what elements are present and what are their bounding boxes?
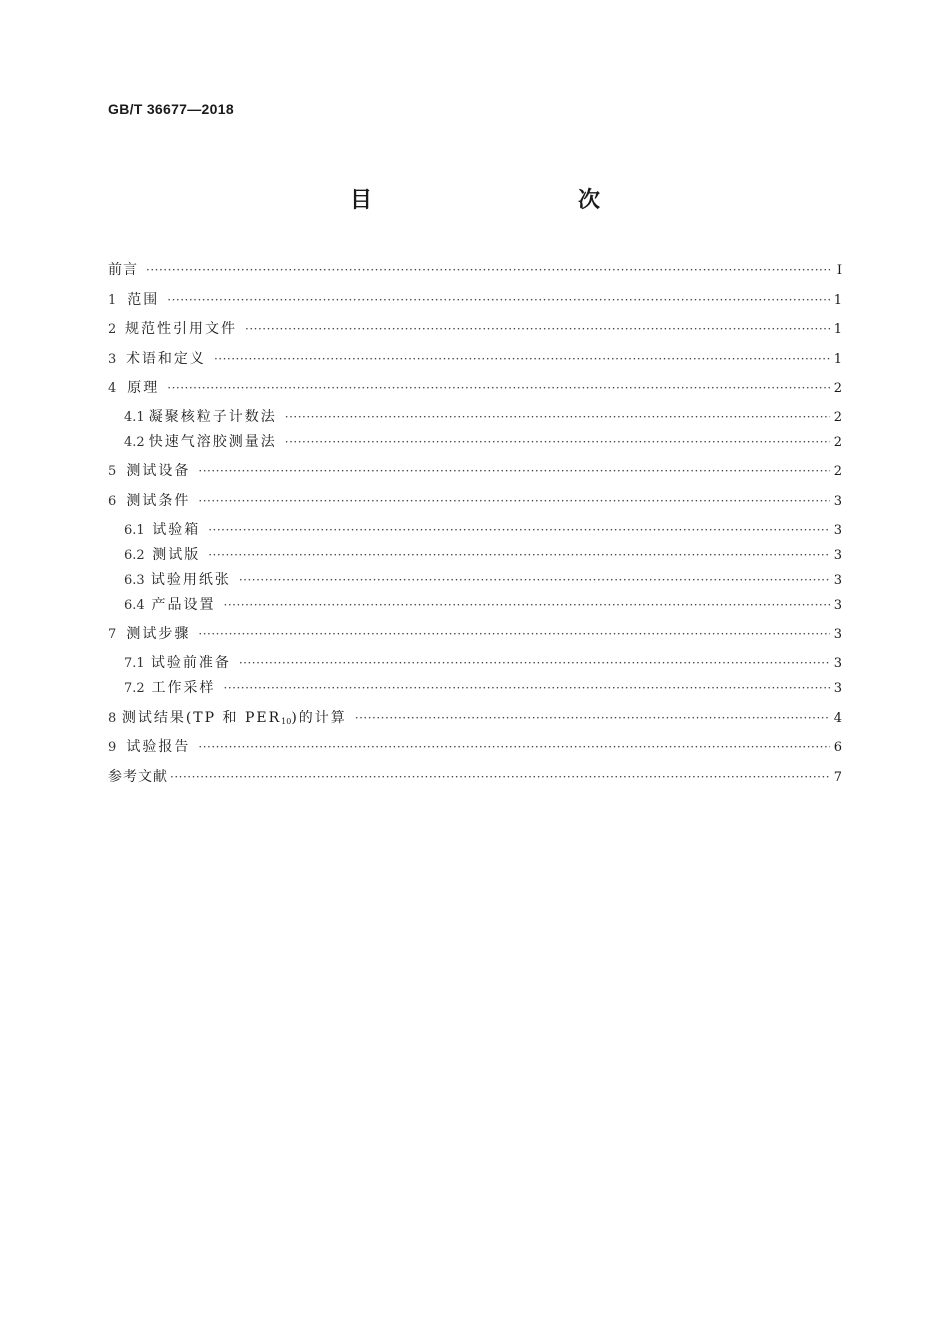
toc-number: 6.4: [124, 598, 145, 613]
toc-number: 5: [108, 464, 117, 479]
toc-number: 3: [108, 352, 117, 367]
toc-page-number: 3: [833, 573, 842, 588]
toc-page-number: 3: [833, 523, 842, 538]
toc-page-number: 2: [833, 381, 842, 396]
dot-leader: [208, 519, 829, 541]
page-title: 目 次: [349, 188, 654, 213]
toc-label: 参考文献: [108, 769, 168, 785]
dot-leader: [198, 623, 829, 645]
toc-label: 产品设置: [151, 597, 216, 613]
toc-entry-6-4[interactable]: [108, 594, 842, 616]
toc-label: 测试步骤: [126, 626, 191, 642]
toc-number: 4.2: [124, 435, 145, 450]
toc-number: 6.2: [124, 548, 145, 563]
dot-leader: [198, 490, 829, 512]
toc-entry-8[interactable]: [108, 707, 842, 729]
toc-number: 9: [108, 740, 117, 755]
toc-label-subscript: 10: [281, 717, 292, 726]
toc-page-number: 2: [833, 435, 842, 450]
toc-label: 试验箱: [152, 522, 201, 538]
dot-leader: [208, 544, 829, 566]
dot-leader: [170, 766, 830, 788]
toc-label: 规范性引用文件: [125, 321, 238, 337]
toc-number: 7.1: [124, 656, 145, 671]
toc-entry-4-2[interactable]: [108, 431, 842, 453]
toc-page-number: Ⅰ: [836, 263, 842, 278]
toc-page-number: 1: [833, 352, 842, 367]
dot-leader: [224, 594, 830, 616]
toc-number: 4: [108, 381, 117, 396]
toc-label: 试验前准备: [150, 655, 231, 671]
toc-label: 凝聚核粒子计数法: [148, 409, 277, 425]
dot-leader: [224, 677, 830, 699]
toc-label: 术语和定义: [125, 351, 206, 367]
toc-entry-3[interactable]: [108, 348, 842, 370]
toc-page-number: 2: [833, 464, 842, 479]
toc-entry-4-1[interactable]: [108, 406, 842, 428]
dot-leader: [198, 736, 829, 758]
toc-number: 7.2: [124, 681, 145, 696]
toc-number: 4.1: [124, 410, 145, 425]
toc-page-number: 7: [833, 770, 842, 785]
toc-number: 1: [108, 293, 117, 308]
toc-page-number: 3: [833, 681, 842, 696]
toc-label: 前言: [108, 262, 138, 278]
toc-entry-7-2[interactable]: [108, 677, 842, 699]
toc-page-number: 6: [833, 740, 842, 755]
toc-number: 6: [108, 494, 117, 509]
toc-label: [122, 707, 347, 733]
toc-label: 测试版: [152, 547, 201, 563]
dot-leader: [167, 289, 829, 311]
toc-page-number: 3: [833, 627, 842, 642]
toc-label: 试验用纸张: [150, 572, 231, 588]
dot-leader: [146, 259, 830, 281]
toc-page-number: 1: [833, 322, 842, 337]
toc-entry-6-3[interactable]: [108, 569, 842, 591]
toc-label-main: 测试结果(TP 和 PER: [121, 710, 282, 726]
toc-entry-foreword[interactable]: [108, 259, 842, 281]
toc-label: 范围: [127, 292, 160, 308]
toc-label: 原理: [127, 380, 160, 396]
toc-entry-5[interactable]: [108, 460, 842, 482]
toc-number: 7: [108, 627, 117, 642]
dot-leader: [285, 431, 830, 453]
toc-page-number: 3: [833, 494, 842, 509]
toc-entry-6-1[interactable]: [108, 519, 842, 541]
toc-entry-6-2[interactable]: [108, 544, 842, 566]
toc-label-tail: )的计算: [291, 710, 347, 726]
toc-page-number: 3: [833, 598, 842, 613]
toc-label: 测试设备: [126, 463, 191, 479]
toc-entry-4[interactable]: [108, 377, 842, 399]
toc-label: 试验报告: [126, 739, 191, 755]
dot-leader: [214, 348, 830, 370]
toc-number: 6.3: [124, 573, 145, 588]
document-code: GB/T 36677—2018: [108, 101, 234, 117]
dot-leader: [239, 569, 830, 591]
toc-number: 6.1: [124, 523, 145, 538]
toc-number: 8: [108, 711, 117, 726]
dot-leader: [355, 707, 830, 729]
dot-leader: [239, 652, 830, 674]
toc-page-number: 3: [833, 548, 842, 563]
toc-entry-9[interactable]: [108, 736, 842, 758]
dot-leader: [167, 377, 829, 399]
toc-entry-2[interactable]: [108, 318, 842, 340]
toc-entry-7[interactable]: [108, 623, 842, 645]
dot-leader: [245, 318, 830, 340]
toc-entry-1[interactable]: [108, 289, 842, 311]
dot-leader: [285, 406, 830, 428]
toc-label: 工作采样: [151, 680, 216, 696]
dot-leader: [198, 460, 829, 482]
toc-label: 测试条件: [126, 493, 191, 509]
toc-label: 快速气溶胶测量法: [148, 434, 277, 450]
toc-entry-7-1[interactable]: [108, 652, 842, 674]
toc-number: 2: [108, 322, 117, 337]
toc-entry-6[interactable]: [108, 490, 842, 512]
toc-page-number: 2: [833, 410, 842, 425]
toc-page-number: 1: [833, 293, 842, 308]
toc-entry-bibliography[interactable]: [108, 766, 842, 788]
toc-page-number: 3: [833, 656, 842, 671]
toc-page-number: 4: [833, 711, 842, 726]
